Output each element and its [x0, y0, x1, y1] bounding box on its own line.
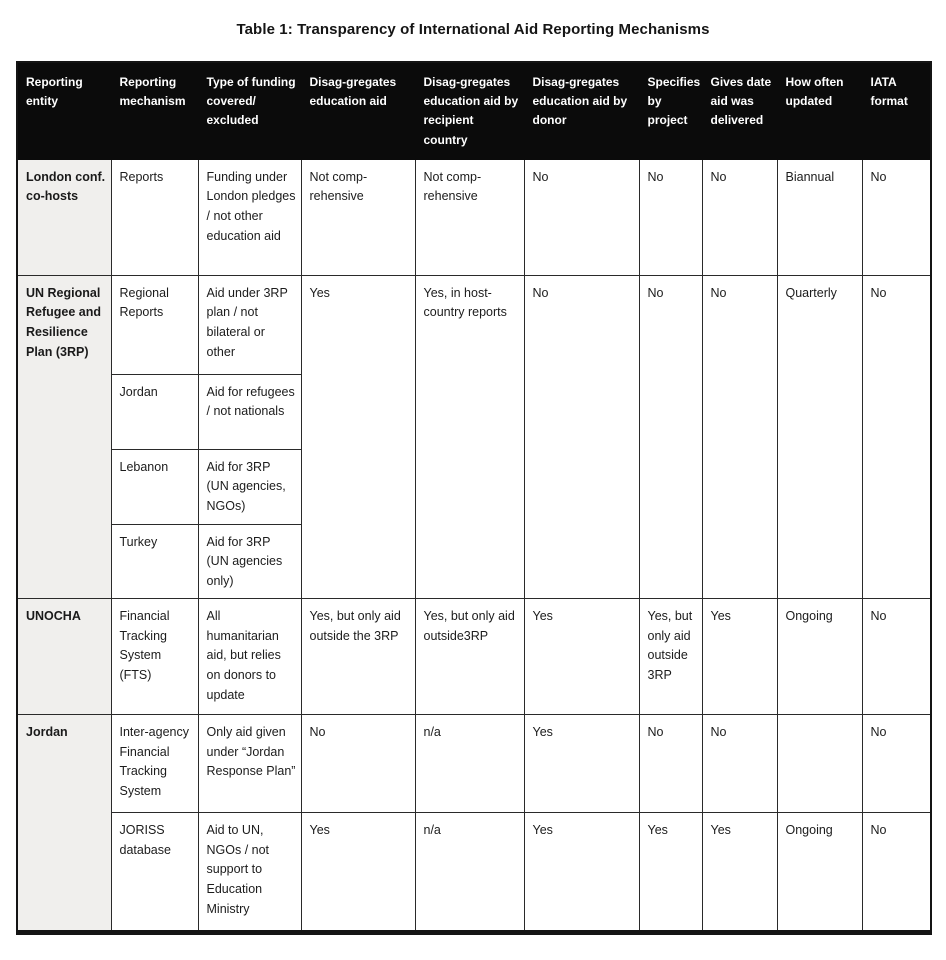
- cell-unocha-disagg-donor: Yes: [524, 598, 639, 714]
- cell-rrp-updated: Quarterly: [777, 275, 862, 598]
- cell-jordan-joriss-project: Yes: [639, 812, 702, 932]
- cell-london-iata: No: [862, 159, 931, 275]
- column-header-funding-type: Type of funding covered/ excluded: [198, 62, 301, 159]
- column-header-reporting-mechanism: Reporting mechanism: [111, 62, 198, 159]
- cell-london-disagg-country: Not comp-rehensive: [415, 159, 524, 275]
- cell-jordan-iaft-funding: Only aid given under “Jordan Response Plan”: [198, 714, 301, 812]
- cell-rrp-disagg-aid: Yes: [301, 275, 415, 598]
- column-header-how-often-updated: How often updated: [777, 62, 862, 159]
- table-row: [17, 598, 931, 714]
- table-row: [17, 159, 931, 275]
- cell-jordan-joriss-date: Yes: [702, 812, 777, 932]
- cell-rrp-entity: UN Regional Refugee and Resilience Plan (3RP): [17, 275, 111, 598]
- cell-jordan-iaft-iata: No: [862, 714, 931, 812]
- column-header-iata-format: IATA format: [862, 62, 931, 159]
- cell-london-entity: London conf. co-hosts: [17, 159, 111, 275]
- column-header-date-delivered: Gives date aid was delivered: [702, 62, 777, 159]
- column-header-disaggregates-by-donor: Disag-gregates education aid by donor: [524, 62, 639, 159]
- cell-london-mechanism: Reports: [111, 159, 198, 275]
- cell-rrp-project: No: [639, 275, 702, 598]
- cell-rrp-jordan-funding: Aid for refugees / not nationals: [198, 374, 301, 449]
- cell-jordan-iaft-project: No: [639, 714, 702, 812]
- header-row: [17, 62, 931, 159]
- cell-unocha-entity: UNOCHA: [17, 598, 111, 714]
- column-header-specifies-by-project: Specifies by project: [639, 62, 702, 159]
- cell-jordan-joriss-mechanism: JORISS database: [111, 812, 198, 932]
- table-row: [17, 275, 931, 374]
- aid-transparency-table: [16, 61, 932, 935]
- column-header-reporting-entity: Reporting entity: [17, 62, 111, 159]
- cell-jordan-joriss-iata: No: [862, 812, 931, 932]
- cell-jordan-iaft-disagg-country: n/a: [415, 714, 524, 812]
- cell-london-disagg-aid: Not comp-rehensive: [301, 159, 415, 275]
- cell-unocha-disagg-country: Yes, but only aid outside3RP: [415, 598, 524, 714]
- cell-jordan-iaft-mechanism: Inter-agency Financial Tracking System: [111, 714, 198, 812]
- cell-rrp-iata: No: [862, 275, 931, 598]
- table-row: [17, 714, 931, 812]
- cell-jordan-iaft-disagg-donor: Yes: [524, 714, 639, 812]
- cell-unocha-funding: All humanitarian aid, but relies on donors to update: [198, 598, 301, 714]
- cell-jordan-joriss-updated: Ongoing: [777, 812, 862, 932]
- cell-london-date: No: [702, 159, 777, 275]
- cell-jordan-joriss-funding: Aid to UN, NGOs / not support to Education Ministry: [198, 812, 301, 932]
- cell-rrp-regional-funding: Aid under 3RP plan / not bilateral or other: [198, 275, 301, 374]
- cell-unocha-updated: Ongoing: [777, 598, 862, 714]
- cell-unocha-iata: No: [862, 598, 931, 714]
- cell-rrp-turkey-funding: Aid for 3RP (UN agencies only): [198, 524, 301, 598]
- cell-rrp-date: No: [702, 275, 777, 598]
- cell-unocha-mechanism: Financial Tracking System (FTS): [111, 598, 198, 714]
- cell-jordan-iaft-disagg-aid: No: [301, 714, 415, 812]
- cell-unocha-disagg-aid: Yes, but only aid outside the 3RP: [301, 598, 415, 714]
- cell-jordan-iaft-updated: [777, 714, 862, 812]
- cell-rrp-jordan-mechanism: Jordan: [111, 374, 198, 449]
- column-header-disaggregates-by-country: Disag-gregates education aid by recipient country: [415, 62, 524, 159]
- cell-jordan-joriss-disagg-aid: Yes: [301, 812, 415, 932]
- cell-rrp-disagg-country: Yes, in host-country reports: [415, 275, 524, 598]
- cell-london-funding: Funding under London pledges / not other education aid: [198, 159, 301, 275]
- cell-rrp-lebanon-funding: Aid for 3RP (UN agencies, NGOs): [198, 449, 301, 524]
- cell-london-disagg-donor: No: [524, 159, 639, 275]
- cell-jordan-iaft-date: No: [702, 714, 777, 812]
- cell-rrp-turkey-mechanism: Turkey: [111, 524, 198, 598]
- cell-rrp-lebanon-mechanism: Lebanon: [111, 449, 198, 524]
- cell-jordan-joriss-disagg-country: n/a: [415, 812, 524, 932]
- cell-unocha-project: Yes, but only aid outside 3RP: [639, 598, 702, 714]
- table-title: Table 1: Transparency of International Aid Reporting Mechanisms: [236, 21, 710, 38]
- cell-rrp-regional-mechanism: Regional Reports: [111, 275, 198, 374]
- cell-unocha-date: Yes: [702, 598, 777, 714]
- cell-london-updated: Biannual: [777, 159, 862, 275]
- table-row: [17, 812, 931, 932]
- column-header-disaggregates-education-aid: Disag-gregates education aid: [301, 62, 415, 159]
- cell-jordan-entity: Jordan: [17, 714, 111, 932]
- cell-rrp-disagg-donor: No: [524, 275, 639, 598]
- cell-jordan-joriss-disagg-donor: Yes: [524, 812, 639, 932]
- cell-london-project: No: [639, 159, 702, 275]
